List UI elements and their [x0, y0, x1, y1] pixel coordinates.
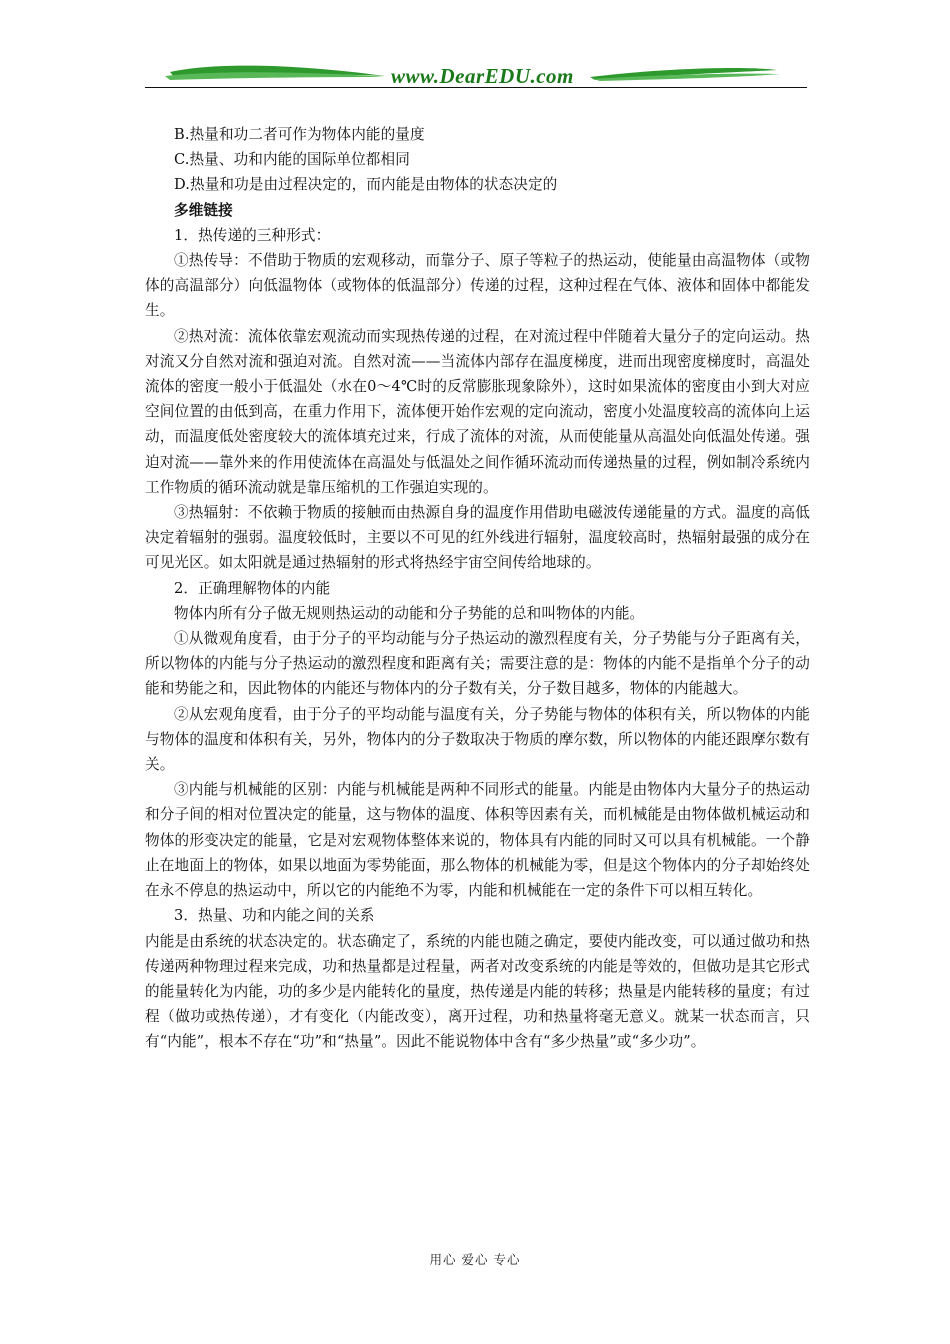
paragraph-h2: 2．正确理解物体的内能: [174, 579, 331, 597]
paragraph-section-title: 多维链接: [174, 201, 233, 219]
paragraph-p6: ②从宏观角度看，由于分子的平均动能与温度有关，分子势能与物体的体积有关，所以物体的内能与物体的温度和体积有关，另外，物体内的分子数取决于物质的摩尔数，所以物体的内能还跟摩尔数有关。: [145, 705, 810, 774]
site-url-logo: www.DearEDU.com: [391, 64, 574, 88]
paragraph-opt-c: C.热量、功和内能的国际单位都相同: [174, 151, 410, 169]
page-header: [145, 58, 807, 92]
paragraph-p4: 物体内所有分子做无规则热运动的动能和分子势能的总和叫物体的内能。: [174, 604, 645, 622]
paragraph-p3: ③热辐射：不依赖于物质的接触而由热源自身的温度作用借助电磁波传递能量的方式。温度的高低决定着辐射的强弱。温度较低时，主要以不可见的红外线进行辐射，温度较高时，热辐射最强的成分在可见光区。如太阳就是通过热辐射的形式将热经宇宙空间传给地球的。: [145, 504, 810, 572]
page-footer: 用心 爱心 专心: [429, 1252, 521, 1267]
paragraph-p1: ①热传导：不借助于物质的宏观移动，而靠分子、原子等粒子的热运动，使能量由高温物体（或物体的高温部分）向低温物体（或物体的低温部分）传递的过程，这种过程在气体、液体和固体中都能发生。: [145, 252, 810, 320]
paragraph-opt-b: B.热量和功二者可作为物体内能的量度: [174, 126, 425, 143]
paragraph-h1: 1．热传递的三种形式：: [174, 226, 331, 244]
paragraph-opt-d: D.热量和功是由过程决定的，而内能是由物体的状态决定的: [174, 176, 558, 194]
document-body: [145, 122, 810, 1055]
paragraph-h3: 3．热量、功和内能之间的关系: [174, 907, 375, 925]
paragraph-p8: 内能是由系统的状态决定的。状态确定了，系统的内能也随之确定，要使内能改变，可以通过做功和热传递两种物理过程来完成，功和热量都是过程量，两者对改变系统的内能是等效的，但做功是其它形式的能量转化为内能，功的多少是内能转化的量度，热传递是内能的转移；热量是内能转移的量度；有过程（做功或热传递），才有变化（内能改变），离开过程，功和热量将毫无意义。就某一状态而言，只有“内能”，根本不存在“功”和“热量”。因此不能说物体中含有“多少热量”或“多少功”。: [145, 932, 810, 1051]
paragraph-p5: ①从微观角度看，由于分子的平均动能与分子热运动的激烈程度有关，分子势能与分子距离有关，所以物体的内能与分子热运动的激烈程度和距离有关；需要注意的是：物体的内能不是指单个分子的动能和势能之和，因此物体的内能还与物体内的分子数有关，分子数目越多，物体的内能越大。: [145, 630, 810, 698]
paragraph-p7: ③内能与机械能的区别：内能与机械能是两种不同形式的能量。内能是由物体内大量分子的热运动和分子间的相对位置决定的能量，这与物体的温度、体积等因素有关，而机械能是由物体做机械运动和物体的形变决定的能量，它是对宏观物体整体来说的，物体具有内能的同时又可以具有机械能。一个静止在地面上的物体，如果以地面为零势能面，那么物体的机械能为零，但是这个物体内的分子却始终处在永不停息的热运动中，所以它的内能绝不为零，内能和机械能在一定的条件下可以相互转化。: [145, 781, 810, 900]
paragraph-p2: ②热对流：流体依靠宏观流动而实现热传递的过程，在对流过程中伴随着大量分子的定向运动。热对流又分自然对流和强迫对流。自然对流——当流体内部存在温度梯度，进而出现密度梯度时，高温处流体的密度一般小于低温处（水在0～4℃时的反常膨胀现象除外），这时如果流体的密度由小到大对应空间位置的由低到高，在重力作用下，流体便开始作宏观的定向流动，密度小处温度较高的流体向上运动，而温度低处密度较大的流体填充过来，行成了流体的对流，从而使能量从高温处向低温处传递。强迫对流——靠外来的作用使流体在高温处与低温处之间作循环流动而传递热量的过程，例如制冷系统内工作物质的循环流动就是靠压缩机的工作强迫实现的。: [145, 327, 810, 496]
